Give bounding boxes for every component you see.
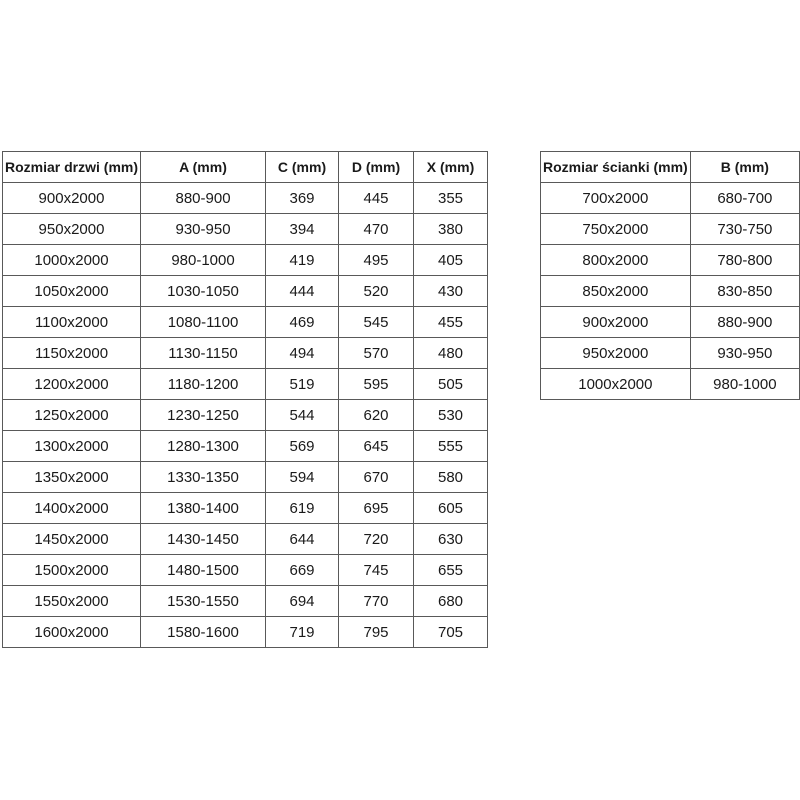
table-row — [3, 400, 488, 431]
table-cell: 1380-1400 — [141, 493, 266, 524]
table-cell: 530 — [414, 400, 488, 431]
table-cell: 830-850 — [690, 276, 799, 307]
table-row — [541, 214, 800, 245]
table-cell: 695 — [339, 493, 414, 524]
table-cell: 705 — [414, 617, 488, 648]
header-row — [3, 152, 488, 183]
table-cell: 795 — [339, 617, 414, 648]
table-cell: 1580-1600 — [141, 617, 266, 648]
table-cell: 555 — [414, 431, 488, 462]
table-cell: 569 — [266, 431, 339, 462]
table-cell: 495 — [339, 245, 414, 276]
table-cell: 1280-1300 — [141, 431, 266, 462]
table-cell: 1130-1150 — [141, 338, 266, 369]
table-cell: 1350x2000 — [3, 462, 141, 493]
header-cell: A (mm) — [141, 152, 266, 183]
header-cell: Rozmiar ścianki (mm) — [541, 152, 691, 183]
wall-size-table — [540, 151, 800, 400]
table-cell: 850x2000 — [541, 276, 691, 307]
table-row — [541, 276, 800, 307]
table-cell: 900x2000 — [3, 183, 141, 214]
table-cell: 719 — [266, 617, 339, 648]
table-cell: 1180-1200 — [141, 369, 266, 400]
table-row — [541, 183, 800, 214]
header-cell: D (mm) — [339, 152, 414, 183]
table-cell: 1500x2000 — [3, 555, 141, 586]
table-cell: 1300x2000 — [3, 431, 141, 462]
table-cell: 394 — [266, 214, 339, 245]
table-cell: 1080-1100 — [141, 307, 266, 338]
table-cell: 930-950 — [690, 338, 799, 369]
table-cell: 694 — [266, 586, 339, 617]
table-cell: 1480-1500 — [141, 555, 266, 586]
header-cell: C (mm) — [266, 152, 339, 183]
table-cell: 620 — [339, 400, 414, 431]
table-cell: 580 — [414, 462, 488, 493]
table-cell: 720 — [339, 524, 414, 555]
header-cell: B (mm) — [690, 152, 799, 183]
table-cell: 595 — [339, 369, 414, 400]
table-cell: 1000x2000 — [541, 369, 691, 400]
table-cell: 1230-1250 — [141, 400, 266, 431]
table-cell: 655 — [414, 555, 488, 586]
table-row — [3, 617, 488, 648]
table-cell: 545 — [339, 307, 414, 338]
table-row — [3, 214, 488, 245]
table-row — [3, 493, 488, 524]
table-cell: 644 — [266, 524, 339, 555]
table-cell: 380 — [414, 214, 488, 245]
table-cell: 1250x2000 — [3, 400, 141, 431]
table-cell: 1530-1550 — [141, 586, 266, 617]
table-cell: 480 — [414, 338, 488, 369]
table-cell: 455 — [414, 307, 488, 338]
table-row — [3, 183, 488, 214]
table-cell: 505 — [414, 369, 488, 400]
table-row — [3, 369, 488, 400]
table-cell: 950x2000 — [541, 338, 691, 369]
table-cell: 1330-1350 — [141, 462, 266, 493]
door-size-table — [2, 151, 488, 648]
table-cell: 645 — [339, 431, 414, 462]
table-cell: 430 — [414, 276, 488, 307]
table-cell: 669 — [266, 555, 339, 586]
table-row — [3, 245, 488, 276]
header-cell: Rozmiar drzwi (mm) — [3, 152, 141, 183]
table-row — [3, 524, 488, 555]
table-cell: 355 — [414, 183, 488, 214]
table-cell: 470 — [339, 214, 414, 245]
table-cell: 494 — [266, 338, 339, 369]
table-cell: 1100x2000 — [3, 307, 141, 338]
table-cell: 930-950 — [141, 214, 266, 245]
table-cell: 745 — [339, 555, 414, 586]
table-cell: 594 — [266, 462, 339, 493]
table-cell: 520 — [339, 276, 414, 307]
table-cell: 680 — [414, 586, 488, 617]
table-cell: 1450x2000 — [3, 524, 141, 555]
table-cell: 880-900 — [690, 307, 799, 338]
table-cell: 444 — [266, 276, 339, 307]
table-cell: 469 — [266, 307, 339, 338]
header-cell: X (mm) — [414, 152, 488, 183]
table-row — [541, 338, 800, 369]
table-cell: 1400x2000 — [3, 493, 141, 524]
table-cell: 680-700 — [690, 183, 799, 214]
table-cell: 900x2000 — [541, 307, 691, 338]
table-cell: 1550x2000 — [3, 586, 141, 617]
table-row — [541, 245, 800, 276]
table-cell: 1000x2000 — [3, 245, 141, 276]
table-cell: 980-1000 — [141, 245, 266, 276]
table-cell: 730-750 — [690, 214, 799, 245]
table-cell: 1150x2000 — [3, 338, 141, 369]
table-cell: 780-800 — [690, 245, 799, 276]
table-row — [3, 276, 488, 307]
table-cell: 700x2000 — [541, 183, 691, 214]
table-cell: 544 — [266, 400, 339, 431]
table-cell: 605 — [414, 493, 488, 524]
table-cell: 619 — [266, 493, 339, 524]
table-cell: 750x2000 — [541, 214, 691, 245]
table-cell: 1050x2000 — [3, 276, 141, 307]
table-cell: 445 — [339, 183, 414, 214]
table-cell: 630 — [414, 524, 488, 555]
table-row — [3, 307, 488, 338]
table-row — [3, 462, 488, 493]
table-cell: 419 — [266, 245, 339, 276]
table-cell: 405 — [414, 245, 488, 276]
table-cell: 369 — [266, 183, 339, 214]
table-cell: 1430-1450 — [141, 524, 266, 555]
table-row — [3, 338, 488, 369]
header-row — [541, 152, 800, 183]
table-row — [541, 307, 800, 338]
table-cell: 980-1000 — [690, 369, 799, 400]
table-cell: 1030-1050 — [141, 276, 266, 307]
table-row — [3, 555, 488, 586]
table-cell: 670 — [339, 462, 414, 493]
table-cell: 570 — [339, 338, 414, 369]
table-cell: 1600x2000 — [3, 617, 141, 648]
table-cell: 880-900 — [141, 183, 266, 214]
table-row — [3, 586, 488, 617]
table-row — [541, 369, 800, 400]
table-cell: 770 — [339, 586, 414, 617]
table-cell: 1200x2000 — [3, 369, 141, 400]
table-cell: 950x2000 — [3, 214, 141, 245]
table-cell: 519 — [266, 369, 339, 400]
table-row — [3, 431, 488, 462]
table-cell: 800x2000 — [541, 245, 691, 276]
